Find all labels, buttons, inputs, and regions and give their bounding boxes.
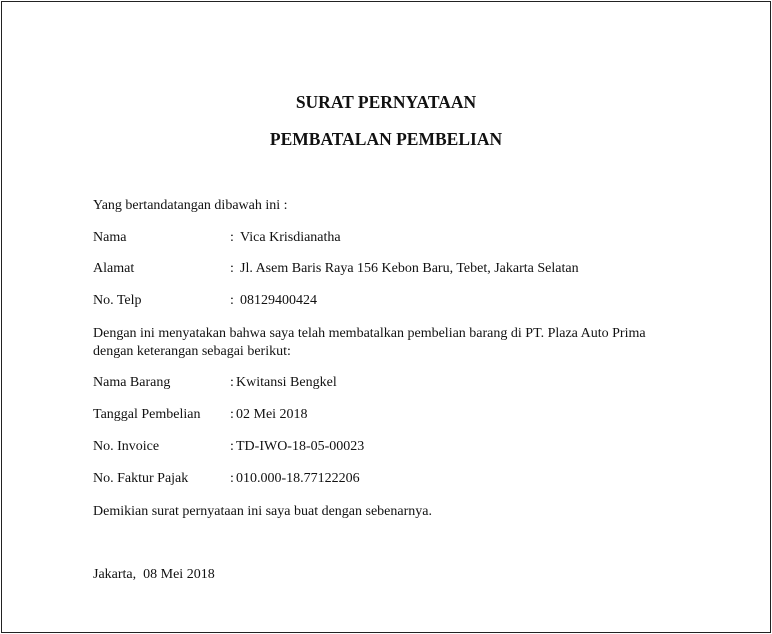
invoice-label: No. Invoice [93, 439, 160, 454]
name-value: Vica Krisdianatha [240, 230, 341, 245]
invoice-colon: : [230, 439, 234, 454]
document-page [1, 1, 771, 633]
statement-line-2: dengan keterangan sebagai berikut: [93, 344, 291, 359]
phone-label: No. Telp [93, 293, 142, 308]
closing-text: Demikian surat pernyataan ini saya buat dengan sebenarnya. [93, 504, 432, 519]
item-colon: : [230, 375, 234, 390]
address-value: Jl. Asem Baris Raya 156 Kebon Baru, Tebet, Jakarta Selatan [240, 261, 579, 276]
invoice-value: TD-IWO-18-05-00023 [236, 439, 365, 454]
purchase-date-colon: : [230, 407, 234, 422]
place-date: Jakarta, 08 Mei 2018 [93, 567, 215, 582]
phone-colon: : [230, 293, 234, 308]
name-colon: : [230, 230, 234, 245]
tax-invoice-value: 010.000-18.77122206 [236, 471, 360, 486]
name-label: Nama [93, 230, 127, 245]
item-label: Nama Barang [93, 375, 171, 390]
intro-text: Yang bertandatangan dibawah ini : [93, 198, 288, 213]
item-value: Kwitansi Bengkel [236, 375, 337, 390]
address-label: Alamat [93, 261, 135, 276]
purchase-date-value: 02 Mei 2018 [236, 407, 308, 422]
tax-invoice-label: No. Faktur Pajak [93, 471, 189, 486]
tax-invoice-colon: : [230, 471, 234, 486]
purchase-date-label: Tanggal Pembelian [93, 407, 201, 422]
document-subtitle: PEMBATALAN PEMBELIAN [269, 129, 503, 149]
document-title: SURAT PERNYATAAN [295, 92, 477, 112]
phone-value: 08129400424 [240, 293, 317, 308]
address-colon: : [230, 261, 234, 276]
statement-line-1: Dengan ini menyatakan bahwa saya telah membatalkan pembelian barang di PT. Plaza Auto Prima [93, 326, 646, 341]
